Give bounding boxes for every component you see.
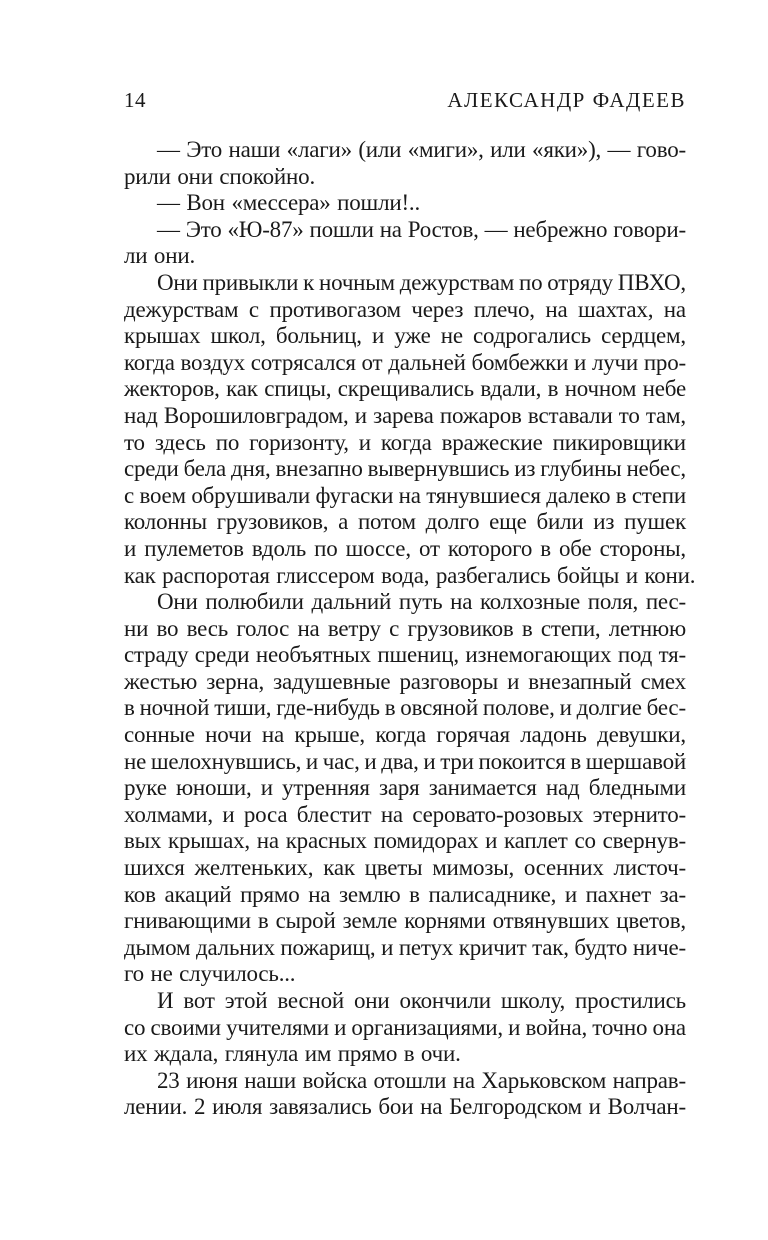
text-line: — Вон «мессера» пошли!.. <box>157 190 421 216</box>
text-line: — Это наши «лаги» (или «миги», или «яки»), — гово- <box>157 137 686 162</box>
text-line: руке юноши, и утренняя заря занимается над бледными <box>124 775 686 801</box>
text-line: и пулеметов вдоль по шоссе, от которого в обе стороны, <box>124 535 686 561</box>
text-line: Они полюбили дальний путь на колхозные поля, пес- <box>157 589 686 615</box>
text-line: среди бела дня, внезапно вывернувшись из глубины небес, <box>124 456 686 482</box>
text-line: лении. 2 июля завязались бои на Белгородском и Волчан- <box>124 1094 686 1120</box>
text-line: рили они спокойно. <box>124 163 316 189</box>
running-head <box>124 88 686 118</box>
text-line: со своими учителями и организациями, и война, точно она <box>124 1014 686 1040</box>
text-line: их ждала, глянула им прямо в очи. <box>124 1041 461 1067</box>
text-line: сонные ночи на крыше, когда горячая ладонь девушки, <box>124 722 686 748</box>
text-line: то здесь по горизонту, и когда вражеские пикировщики <box>124 429 686 455</box>
text-line: как распоротая глиссером вода, разбегались бойцы и кони. <box>124 562 696 588</box>
body-text <box>124 137 696 1121</box>
text-line: с воем обрушивали фугаски на тянувшиеся далеко в степи <box>124 482 686 508</box>
text-line: когда воздух сотрясался от дальней бомбежки и лучи про- <box>124 349 686 375</box>
text-line: колонны грузовиков, а потом долго еще били из пушек <box>124 509 686 535</box>
text-line: ли они. <box>124 243 196 269</box>
text-line: жекторов, как спицы, скрещивались вдали, в ночном небе <box>124 376 686 402</box>
text-line: ков акаций прямо на землю в палисаднике, и пахнет за- <box>124 881 686 907</box>
text-line: 23 июня наши войска отошли на Харьковском направ- <box>157 1067 686 1093</box>
text-line: не шелохнувшись, и час, и два, и три покоится в шершавой <box>124 748 686 774</box>
text-line: дежурствам с противогазом через плечо, на шахтах, на <box>124 296 686 322</box>
text-line: холмами, и роса блестит на серовато-розовых этернито- <box>124 801 686 827</box>
text-line: крышах школ, больниц, и уже не содрогались сердцем, <box>124 323 686 349</box>
text-line: ни во весь голос на ветру с грузовиков в степи, летнюю <box>124 615 686 641</box>
page-number: 14 <box>124 88 146 112</box>
text-line: го не случилось... <box>124 961 296 987</box>
text-line: вых крышах, на красных помидорах и каплет со свернув- <box>124 828 686 854</box>
text-line: Они привыкли к ночным дежурствам по отряду ПВХО, <box>157 269 686 295</box>
author-name: АЛЕКСАНДР ФАДЕЕВ <box>447 88 686 112</box>
text-line: дымом дальних пожарищ, и петух кричит так, будто ниче- <box>124 934 686 960</box>
text-line: в ночной тиши, где-нибудь в овсяной полове, и долгие бес- <box>124 695 686 721</box>
text-line: шихся желтеньких, как цветы мимозы, осенних листоч- <box>124 855 686 881</box>
text-line: над Ворошиловградом, и зарева пожаров вставали то там, <box>124 402 686 428</box>
text-line: И вот этой весной они окончили школу, простились <box>157 988 686 1013</box>
text-line: жестью зерна, задушевные разговоры и внезапный смех <box>124 668 686 694</box>
text-line: страду среди необъятных пшениц, изнемогающих под тя- <box>124 642 686 668</box>
text-line: гнивающими в сырой земле корнями отвянувших цветов, <box>124 908 686 934</box>
text-line: — Это «Ю-87» пошли на Ростов, — небрежно говори- <box>157 216 686 242</box>
